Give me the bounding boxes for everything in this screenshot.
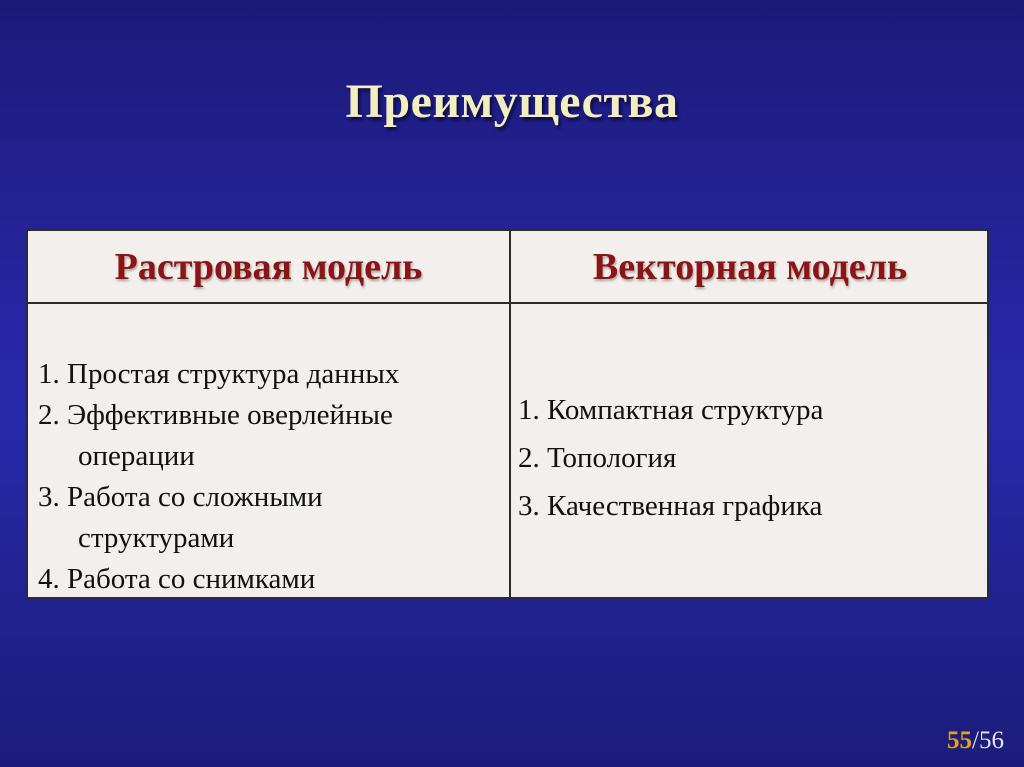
list-item-continuation: операции [78,440,195,472]
slide-title: Преимущества [345,75,679,128]
raster-model-header: Растровая модель [114,245,423,288]
vector-advantages-list [518,386,978,530]
current-page-number: 55 [947,727,973,754]
page-number [947,727,1004,755]
header-row-divider [28,302,987,304]
list-item: 2. Топология [518,442,677,474]
list-item: 1. Компактная структура [518,394,824,426]
list-item: 3. Качественная графика [518,490,823,522]
list-item-continuation: структурами [78,522,235,554]
total-page-count: 56 [979,727,1004,754]
raster-advantages-list [38,354,503,600]
vector-model-header: Векторная модель [592,245,908,288]
comparison-table [26,229,989,599]
page-separator: / [972,727,979,754]
list-item: 1. Простая структура данных [38,358,400,390]
list-item: 2. Эффективные оверлейные [38,399,393,431]
list-item: 4. Работа со снимками [38,563,316,595]
list-item: 3. Работа со сложными [38,481,323,513]
